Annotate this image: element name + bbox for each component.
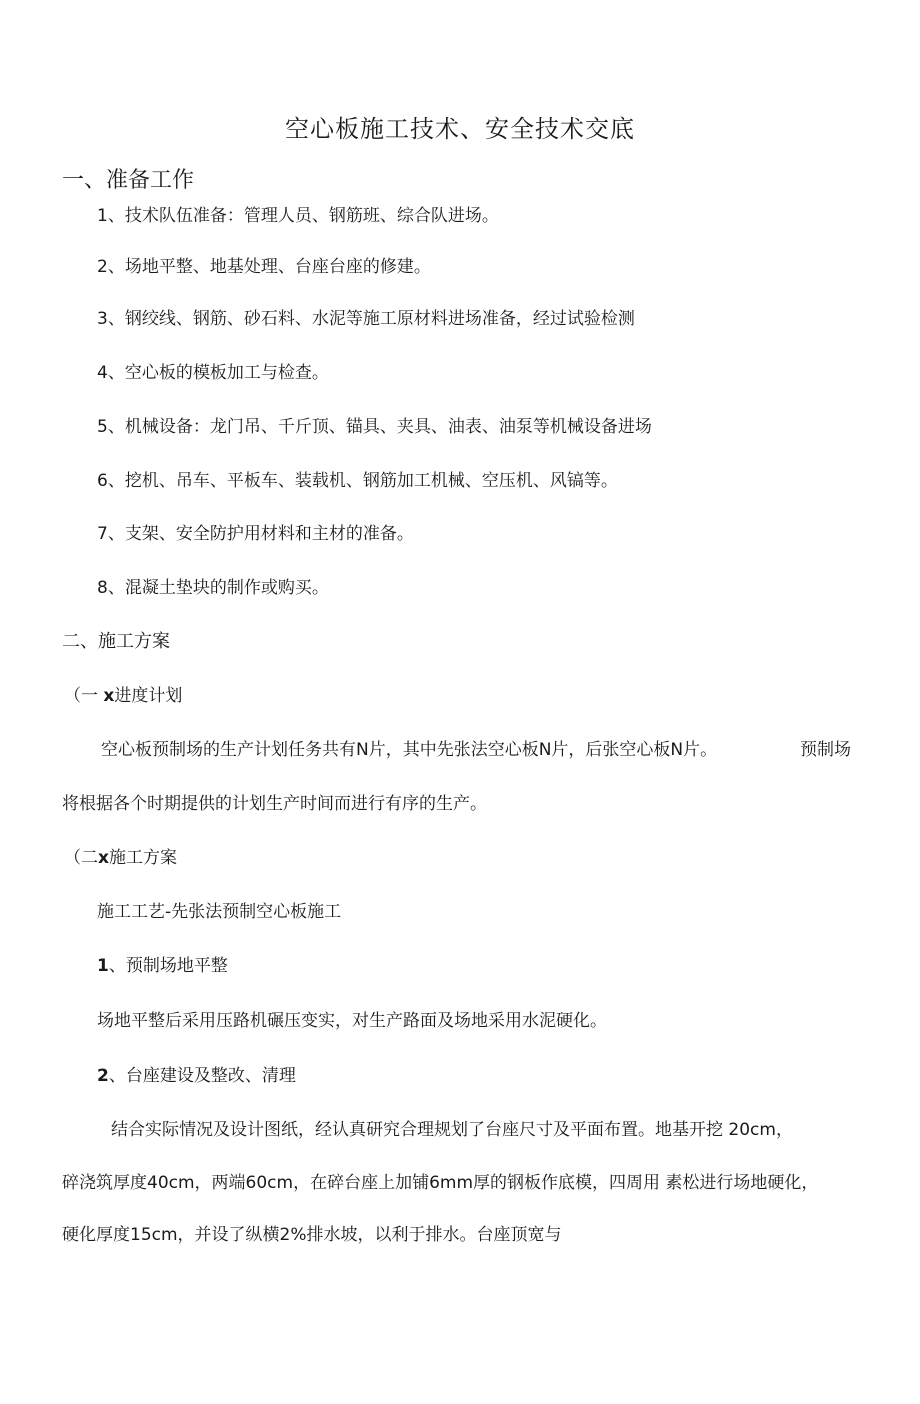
- prep-item-5: 5、机械设备：龙门吊、千斤顶、锚具、夹具、油表、油泵等机械设备进场: [97, 417, 652, 437]
- prep-item-3: 3、钢绞线、钢筋、砂石料、水泥等施工原材料进场准备，经过试验检测: [97, 309, 635, 329]
- prep-item-4: 4、空心板的模板加工与检查。: [97, 363, 329, 383]
- step-2-body-line1: 结合实际情况及设计图纸，经认真研究合理规划了台座尺寸及平面布置。地基开挖 20cm，: [111, 1120, 793, 1140]
- prep-item-8: 8、混凝土垫块的制作或购买。: [97, 578, 329, 598]
- process-title: 施工工艺-先张法预制空心板施工: [97, 902, 342, 922]
- page-title: 空心板施工技术、安全技术交底: [285, 115, 635, 143]
- section2-heading: 二、施工方案: [62, 631, 170, 652]
- step-1-body: 场地平整后采用压路机碾压变实，对生产路面及场地采用水泥硬化。: [97, 1011, 607, 1031]
- subsection-1-heading: （一 x进度计划: [64, 686, 183, 706]
- section1-heading: 一、准备工作: [62, 168, 195, 193]
- step-2-heading: 2、台座建设及整改、清理: [97, 1066, 296, 1086]
- plan-paragraph-line2: 将根据各个时期提供的计划生产时间而进行有序的生产。: [62, 794, 487, 814]
- plan-paragraph-line1: 空心板预制场的生产计划任务共有N片，其中先张法空心板N片，后张空心板N片。: [101, 740, 718, 760]
- step-2-body-line3: 硬化厚度15cm，并设了纵横2%排水坡，以利于排水。台座顶宽与: [62, 1225, 562, 1245]
- prep-item-7: 7、支架、安全防护用材料和主材的准备。: [97, 524, 414, 544]
- step-2-body-line2: 碎浇筑厚度40cm，两端60cm，在碎台座上加铺6mm厚的钢板作底模，四周用 素松进行场地硬化，: [62, 1173, 819, 1193]
- prep-item-1: 1、技术队伍准备：管理人员、钢筋班、综合队进场。: [97, 206, 499, 226]
- prep-item-6: 6、挖机、吊车、平板车、装载机、钢筋加工机械、空压机、风镐等。: [97, 471, 618, 491]
- plan-paragraph-line1-end: 预制场: [800, 740, 851, 760]
- subsection-2-heading: （二x施工方案: [64, 848, 177, 868]
- step-1-heading: 1、预制场地平整: [97, 956, 228, 976]
- prep-item-2: 2、场地平整、地基处理、台座台座的修建。: [97, 257, 431, 277]
